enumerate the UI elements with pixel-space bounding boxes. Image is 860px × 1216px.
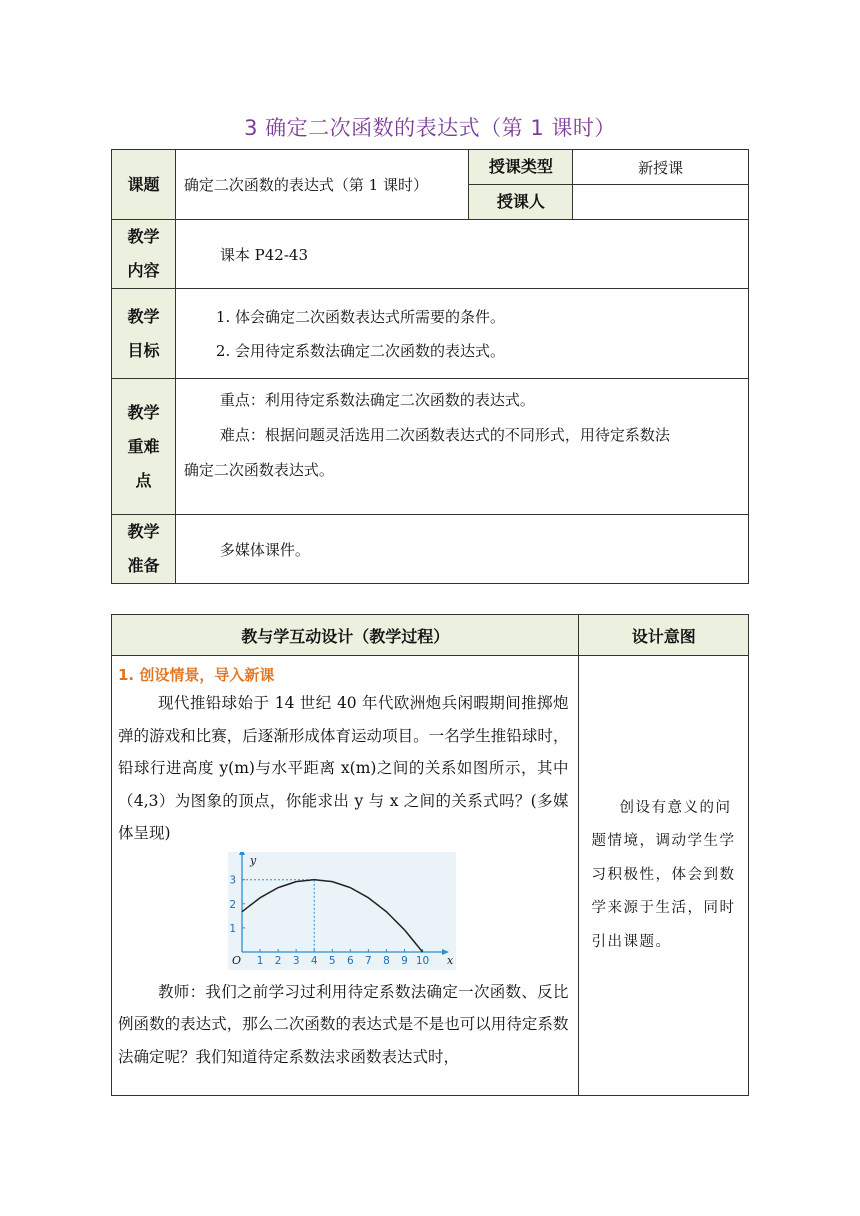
lesson-type-value: 新授课	[573, 150, 749, 185]
x-tick-label: 9	[401, 954, 408, 967]
goals-label-line2: 目标	[127, 340, 160, 360]
intro-paragraph: 现代推铅球始于 14 世纪 40 年代欧洲炮兵闲暇期间推掷炮弹的游戏和比赛，后逐渐形成体育运动项目。一名学生推铅球时，铅球行进高度 y(m)与水平距离 x(m)之间的关系如图所示，其中（4,3）为图象的顶点，你能求出 y 与 x 之间的关系式吗？(多媒体呈现)	[118, 694, 569, 842]
content-label-line1: 教学	[127, 227, 160, 246]
x-tick-label: 8	[383, 954, 390, 967]
prep-label-line2: 准备	[127, 556, 160, 575]
teaching-process-table	[111, 614, 749, 1096]
key-points-label	[112, 379, 176, 515]
topic-value: 确定二次函数的表达式（第 1 课时）	[175, 150, 469, 220]
design-intent-text: 创设有意义的问题情境，调动学生学习积极性，体会到数学来源于生活，同时引出课题。	[591, 799, 736, 950]
content-label-line2: 内容	[127, 261, 160, 280]
content-value: 课本 P42-43	[175, 220, 748, 289]
y-tick-label: 2	[229, 898, 236, 911]
content-label	[112, 220, 176, 289]
teacher-label: 授课人	[469, 185, 573, 220]
origin-label: O	[232, 953, 242, 967]
process-header: 教与学互动设计（教学过程）	[112, 615, 579, 656]
difficult-point-line1: 难点：根据问题灵活选用二次函数表达式的不同形式，用待定系数法	[219, 426, 670, 444]
teacher-value	[573, 185, 749, 220]
x-tick-label: 7	[365, 954, 372, 967]
x-tick-label: 3	[292, 954, 300, 967]
x-tick-label: 1	[256, 954, 264, 967]
key-point: 重点：利用待定系数法确定二次函数的表达式。	[219, 391, 535, 409]
goal-item: 2. 会用待定系数法确定二次函数的表达式。	[215, 341, 505, 360]
trajectory-chart	[228, 852, 456, 970]
teacher-paragraph: 教师：我们之前学习过利用待定系数法确定一次函数、反比例函数的表达式，那么二次函数的表达式是不是也可以用待定系数法确定呢？我们知道待定系数法求函数表达式时，	[118, 982, 569, 1066]
topic-label: 课题	[112, 150, 176, 220]
page-title: 3 确定二次函数的表达式（第 1 课时）	[244, 116, 616, 140]
process-content	[112, 656, 579, 1096]
x-tick-label: 2	[274, 954, 282, 967]
difficult-point-line2: 确定二次函数表达式。	[183, 461, 334, 479]
y-tick-label: 3	[229, 874, 236, 887]
x-tick-label: 6	[346, 954, 354, 967]
key-points-content	[175, 379, 748, 515]
y-tick-label: 1	[229, 922, 236, 935]
intent-cell	[579, 656, 749, 1096]
x-axis-label: x	[447, 953, 454, 967]
lesson-type-label: 授课类型	[469, 150, 573, 185]
prep-label-line1: 教学	[127, 522, 160, 541]
key-label-line3: 点	[135, 470, 152, 490]
goals-label	[112, 289, 176, 379]
x-tick-label: 4	[310, 954, 318, 967]
prep-label	[112, 515, 176, 584]
x-tick-label: 10	[415, 954, 430, 967]
y-axis-label: y	[250, 853, 257, 867]
key-label-line2: 重难	[127, 436, 160, 456]
section-title: 1. 创设情景，导入新课	[118, 666, 275, 684]
prep-value: 多媒体课件。	[175, 515, 748, 584]
goals-list	[175, 289, 748, 379]
goal-item: 1. 体会确定二次函数表达式所需要的条件。	[215, 307, 505, 326]
x-tick-label: 5	[328, 954, 336, 967]
key-label-line1: 教学	[127, 402, 160, 422]
goals-label-line1: 教学	[127, 306, 160, 326]
lesson-info-table	[111, 149, 749, 584]
intent-header: 设计意图	[579, 615, 749, 656]
